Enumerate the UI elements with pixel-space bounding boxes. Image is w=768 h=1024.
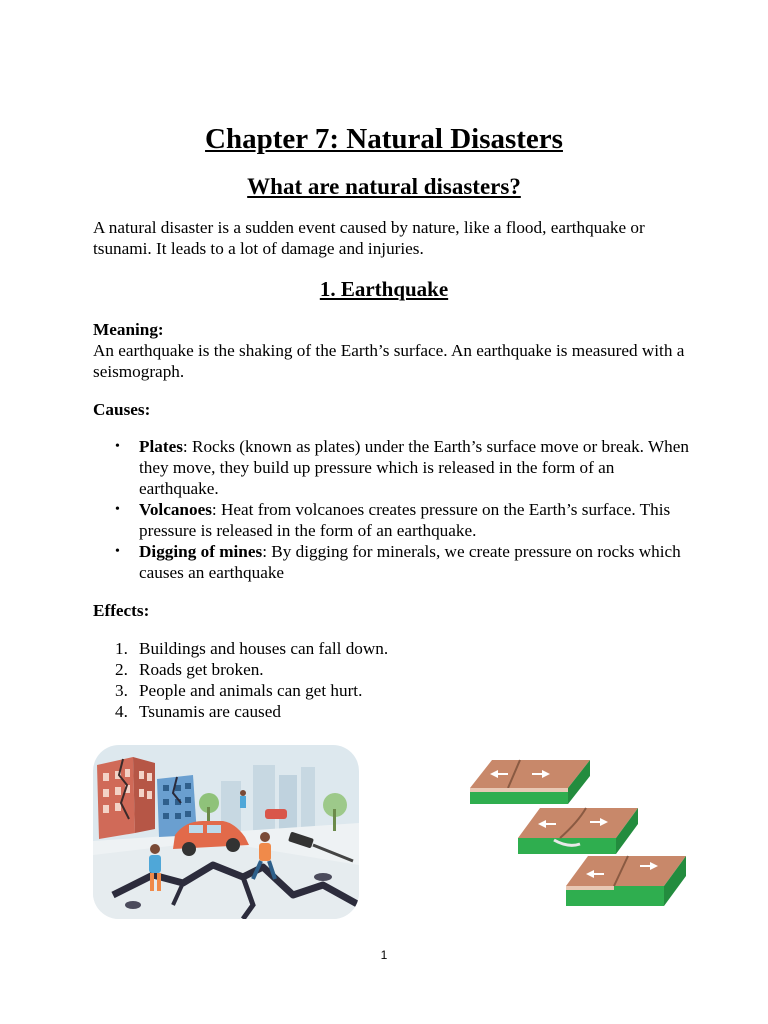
tectonic-plates-diagram <box>468 752 690 912</box>
causes-label: Causes: <box>93 400 151 419</box>
intro-paragraph: A natural disaster is a sudden event caused by nature, like a flood, earthquake or tsunami. It leads to a lot of damage and injuries. <box>93 218 645 258</box>
plate-block-diverging <box>470 760 590 804</box>
list-item <box>93 659 693 680</box>
list-item <box>93 701 693 722</box>
effects-label: Effects: <box>93 601 150 620</box>
plate-block-transform <box>566 856 686 906</box>
cause-term: Plates <box>139 437 183 456</box>
causes-list <box>93 436 693 583</box>
list-item <box>93 680 693 701</box>
section-heading-earthquake: 1. Earthquake <box>319 277 449 301</box>
bullet-icon: • <box>115 439 120 454</box>
cause-text: : By digging for minerals, we create pressure on rocks which causes an earthquake <box>139 542 681 582</box>
list-item <box>93 499 693 541</box>
cause-term: Volcanoes <box>139 500 212 519</box>
list-item <box>93 541 693 583</box>
plate-block-subduction <box>518 808 638 854</box>
bullet-icon: • <box>115 544 120 559</box>
effect-text: Buildings and houses can fall down. <box>139 639 389 658</box>
effect-text: Roads get broken. <box>139 660 264 679</box>
effects-list <box>93 638 693 722</box>
list-item <box>93 638 693 659</box>
page-subtitle: What are natural disasters? <box>247 174 521 199</box>
cause-text: : Heat from volcanoes creates pressure on the Earth’s surface. This pressure is released in the form of an earthquake. <box>139 500 671 540</box>
earthquake-city-illustration <box>93 745 359 919</box>
meaning-label: Meaning: <box>93 320 164 339</box>
list-number: 1. <box>115 639 128 658</box>
list-number: 2. <box>115 660 128 679</box>
cause-text: : Rocks (known as plates) under the Earth’s surface move or break. When they move, they build up pressure which is released in the form of an earthquake. <box>139 437 689 498</box>
effect-text: People and animals can get hurt. <box>139 681 363 700</box>
list-item <box>93 436 693 499</box>
list-number: 4. <box>115 702 128 721</box>
meaning-text: An earthquake is the shaking of the Earth’s surface. An earthquake is measured with a seismograph. <box>93 341 685 381</box>
page-number: 1 <box>380 948 388 962</box>
page-title: Chapter 7: Natural Disasters <box>205 123 563 155</box>
bullet-icon: • <box>115 502 120 517</box>
cause-term: Digging of mines <box>139 542 263 561</box>
effect-text: Tsunamis are caused <box>139 702 281 721</box>
list-number: 3. <box>115 681 128 700</box>
